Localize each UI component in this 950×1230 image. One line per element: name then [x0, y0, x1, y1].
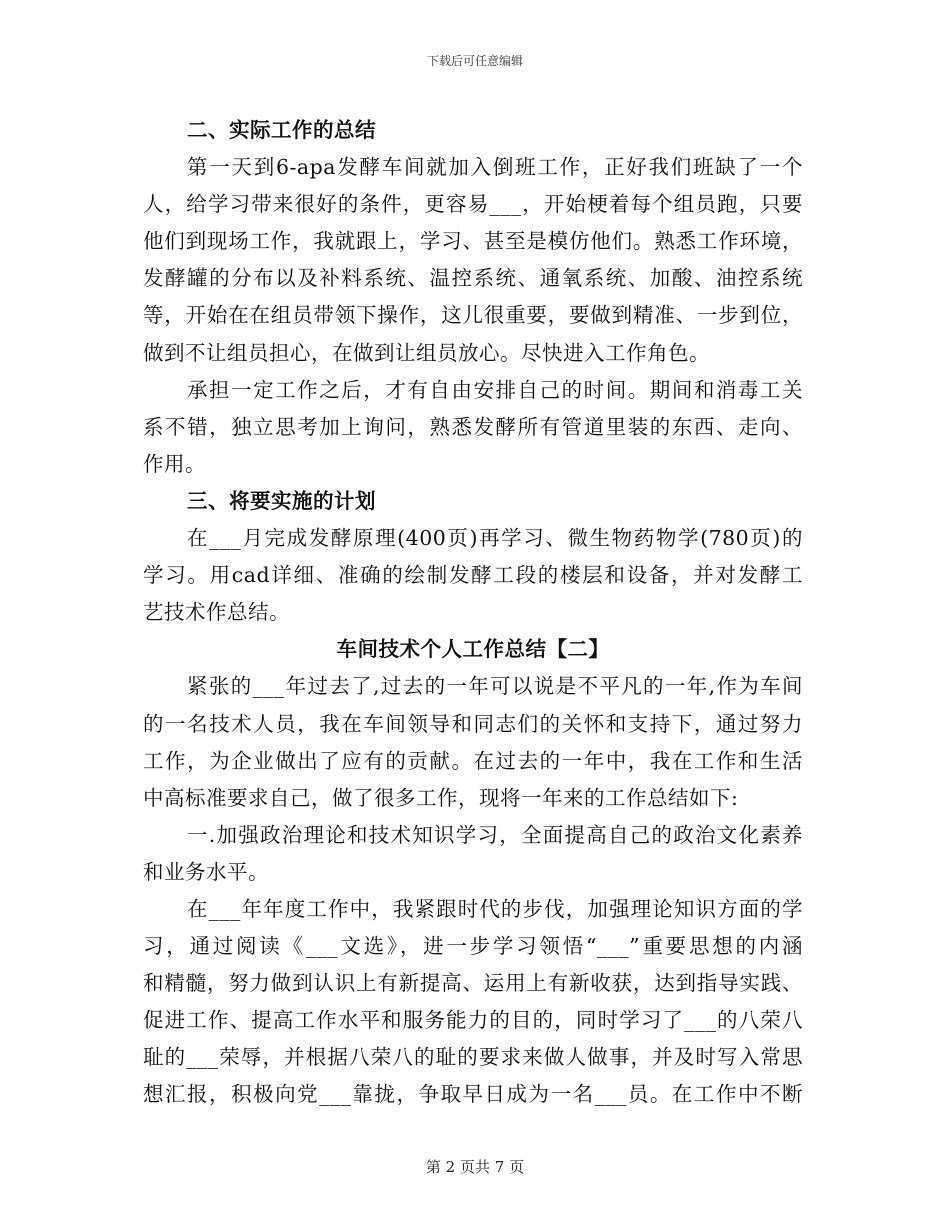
paragraph-line: 等，开始在在组员带领下操作，这儿很重要，要做到精准、一步到位， — [143, 303, 803, 328]
section-heading: 三、将要实施的计划 — [187, 488, 376, 513]
paragraph-line: 习，通过阅读《___文选》，进一步学习领悟“___”重要思想的内涵 — [143, 934, 803, 959]
paragraph-line: 和精髓，努力做到认识上有新提高、运用上有新收获，达到指导实践、 — [143, 971, 803, 996]
paragraph-line: 第一天到6-apa发酵车间就加入倒班工作，正好我们班缺了一个 — [187, 155, 803, 180]
paragraph-line: 在___年年度工作中，我紧跟时代的步伐，加强理论知识方面的学 — [187, 896, 803, 921]
paragraph-line: 中高标准要求自己，做了很多工作，现将一年来的工作总结如下: — [143, 785, 739, 810]
document-title: 车间技术个人工作总结【二】 — [336, 637, 610, 662]
paragraph-line: 作用。 — [143, 451, 206, 476]
paragraph-line: 承担一定工作之后，才有自由安排自己的时间。期间和消毒工关 — [187, 377, 803, 402]
paragraph-line: 和业务水平。 — [143, 859, 269, 884]
paragraph-line: 学习。用cad详细、准确的绘制发酵工段的楼层和设备，并对发酵工 — [143, 563, 803, 588]
paragraph-line: 人，给学习带来很好的条件，更容易___，开始梗着每个组员跑，只要 — [143, 192, 803, 217]
paragraph-line: 他们到现场工作，我就跟上，学习、甚至是模仿他们。熟悉工作环境， — [143, 229, 803, 254]
page-header: 下载后可任意编辑 — [426, 54, 523, 68]
paragraph-line: 工作，为企业做出了应有的贡献。在过去的一年中，我在工作和生活 — [143, 748, 803, 773]
paragraph-line: 的一名技术人员，我在车间领导和同志们的关怀和支持下，通过努力 — [143, 711, 803, 736]
page-footer: 第 2 页共 7 页 — [425, 1158, 525, 1176]
paragraph-line: 发酵罐的分布以及补料系统、温控系统、通氧系统、加酸、油控系统 — [143, 266, 803, 291]
paragraph-line: 耻的___荣辱，并根据八荣八的耻的要求来做人做事，并及时写入常思 — [143, 1045, 803, 1070]
paragraph-line: 促进工作、提高工作水平和服务能力的目的，同时学习了___的八荣八 — [143, 1008, 803, 1033]
paragraph-line: 做到不让组员担心，在做到让组员放心。尽快进入工作角色。 — [143, 340, 710, 365]
document-body — [143, 112, 803, 1114]
paragraph-line: 紧张的___年过去了,过去的一年可以说是不平凡的一年,作为车间 — [187, 674, 803, 699]
paragraph-line: 想汇报，积极向党___靠拢，争取早日成为一名___员。在工作中不断 — [143, 1082, 803, 1107]
paragraph-line: 一.加强政治理论和技术知识学习，全面提高自己的政治文化素养 — [187, 822, 803, 847]
paragraph-line: 在___月完成发酵原理(400页)再学习、微生物药物学(780页)的 — [187, 526, 803, 551]
paragraph-line: 艺技术作总结。 — [143, 600, 290, 625]
paragraph-line: 系不错，独立思考加上询问，熟悉发酵所有管道里装的东西、走向、 — [143, 414, 803, 439]
section-heading: 二、实际工作的总结 — [187, 118, 376, 142]
